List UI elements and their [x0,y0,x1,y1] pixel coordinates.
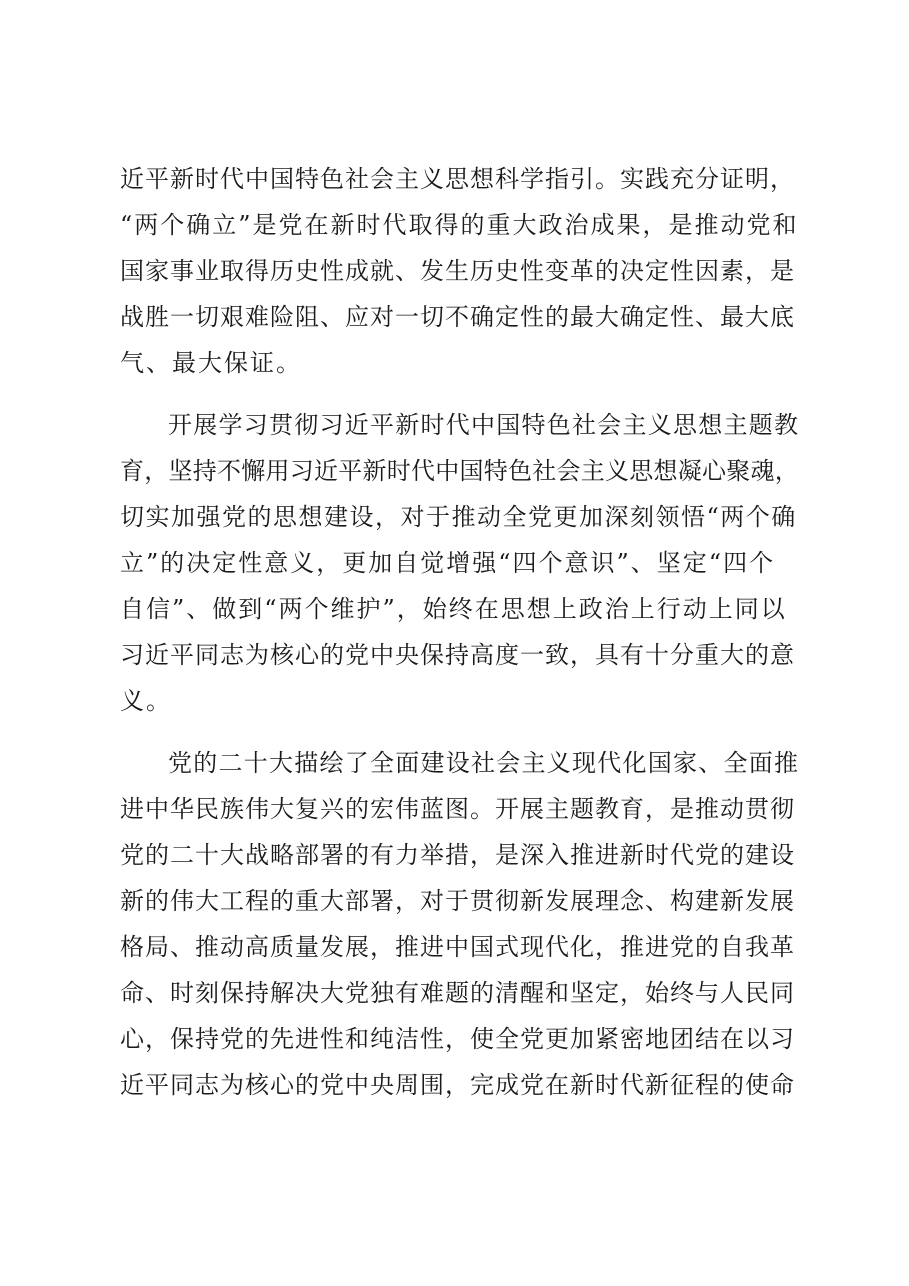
text-line: 切实加强党的思想建设，对于推动全党更加深刻领悟“两个确 [120,503,797,531]
text-line: 气、最大保证。 [120,349,302,377]
text-line: 新的伟大工程的重大部署，对于贯彻新发展理念、构建新发展 [120,887,795,915]
paragraph-first-line: 党的二十大描绘了全面建设社会主义现代化国家、全面推 [168,749,800,777]
paragraph-first-line: 开展学习贯彻习近平新时代中国特色社会主义思想主题教 [168,411,800,439]
text-line: 近平新时代中国特色社会主义思想科学指引。实践充分证明， [120,165,795,193]
text-line: 党的二十大战略部署的有力举措，是深入推进新时代党的建设 [120,841,795,869]
text-line: 育，坚持不懈用习近平新时代中国特色社会主义思想凝心聚魂， [120,457,799,485]
text-line: 习近平同志为核心的党中央保持高度一致，具有十分重大的意 [120,641,795,669]
text-line: 心，保持党的先进性和纯洁性，使全党更加紧密地团结在以习 [120,1025,795,1053]
text-line: 命、时刻保持解决大党独有难题的清醒和坚定，始终与人民同 [120,979,795,1007]
text-line: 国家事业取得历史性成就、发生历史性变革的决定性因素，是 [120,257,795,285]
text-line: 自信”、做到“两个维护”，始终在思想上政治上行动上同以 [120,595,787,623]
text-line: 格局、推动高质量发展，推进中国式现代化，推进党的自我革 [120,933,795,961]
text-line: “两个确立”是党在新时代取得的重大政治成果，是推动党和 [120,211,799,239]
text-line: 近平同志为核心的党中央周围，完成党在新时代新征程的使命 [120,1071,795,1099]
text-line: 战胜一切艰难险阻、应对一切不确定性的最大确定性、最大底 [120,303,795,331]
text-line: 义。 [120,687,172,715]
text-line: 进中华民族伟大复兴的宏伟蓝图。开展主题教育，是推动贯彻 [120,795,795,823]
text-line: 立”的决定性意义，更加自觉增强“四个意识”、坚定“四个 [120,549,776,577]
